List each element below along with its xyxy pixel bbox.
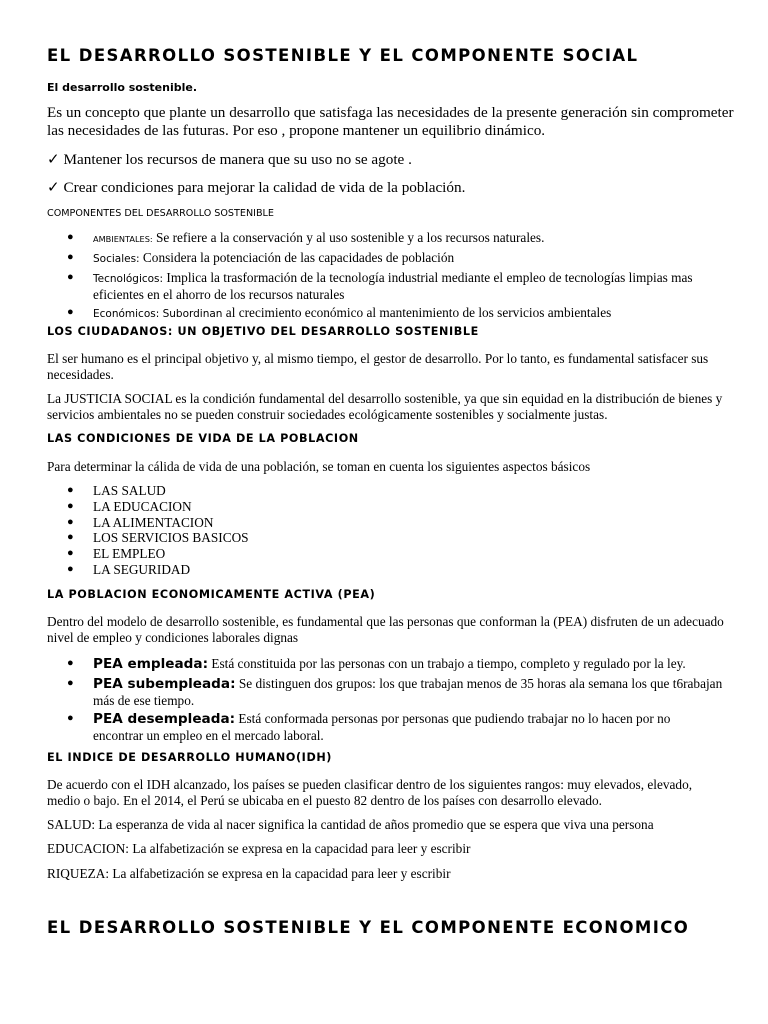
paragraph: EDUCACION: La alfabetización se expresa en la capacidad para leer y escribir — [47, 841, 471, 856]
section-heading: EL INDICE DE DESARROLLO HUMANO(IDH) — [47, 751, 333, 764]
paragraph: El ser humano es el principal objetivo y, al mismo tiempo, el gestor de desarrollo. Por lo tanto, es fundamental satisfacer sus necesidades. — [47, 351, 709, 382]
bullet-icon: ● — [67, 547, 74, 560]
paragraph: RIQUEZA: La alfabetización se expresa en la capacidad para leer y escribir — [47, 866, 451, 881]
document-title: EL DESARROLLO SOSTENIBLE Y EL COMPONENTE SOCIAL — [47, 46, 639, 65]
list-item: ● PEA subempleada: Se distinguen dos grupos: los que trabajan menos de 35 horas ala semana los que t6rabajan más de ese tiempo. — [67, 675, 723, 708]
list-item: ● PEA desempleada: Está conformada personas por personas que pudiendo trabajar no lo hacen por no encontrar un empleo en el mercado laboral. — [67, 711, 671, 744]
bullet-icon: ● — [67, 562, 74, 575]
bullet-icon: ● — [67, 676, 74, 689]
section-subtitle: El desarrollo sostenible. — [47, 81, 198, 94]
paragraph: La JUSTICIA SOCIAL es la condición fundamental del desarrollo sostenible, ya que sin equidad en la distribución de bienes y servicios ambientales no se pueden construir sociedades ecológicamente sostenibles y socialmente justas. — [47, 391, 723, 422]
check-item: ✓ Mantener los recursos de manera que su uso no se agote . — [47, 151, 412, 168]
document-title-2: EL DESARROLLO SOSTENIBLE Y EL COMPONENTE ECONOMICO — [47, 918, 690, 937]
bullet-icon: ● — [67, 515, 74, 528]
intro-paragraph: Es un concepto que plante un desarrollo que satisfaga las necesidades de la presente generación sin comprometer las necesidades de las futuras. Por eso , propone mantener un equilibrio dinámico. — [47, 104, 734, 139]
bullet-icon: ● — [67, 306, 74, 319]
section-heading: LOS CIUDADANOS: UN OBJETIVO DEL DESARROLLO SOSTENIBLE — [47, 325, 479, 338]
bullet-icon: ● — [67, 250, 74, 263]
list-item: ● LA ALIMENTACION — [67, 514, 214, 530]
bullet-icon: ● — [67, 484, 74, 496]
paragraph: Dentro del modelo de desarrollo sostenible, es fundamental que las personas que conforman la (PEA) disfruten de un adecuado nivel de empleo y condiciones laborales dignas — [47, 614, 724, 645]
bullet-icon: ● — [67, 499, 74, 512]
paragraph: De acuerdo con el IDH alcanzado, los países se pueden clasificar dentro de los siguientes rangos: muy elevados, elevado, medio o bajo. En el 2014, el Perú se ubicaba en el puesto 82 dentro de los países con desarrollo elevado. — [47, 777, 693, 808]
list-item: ● Tecnológicos: Implica la trasformación de la tecnología industrial mediante el empleo de tecnologías limpias mas eficientes en el ahorro de los recursos naturales — [67, 269, 693, 303]
components-heading: COMPONENTES DEL DESARROLLO SOSTENIBLE — [47, 208, 274, 219]
bullet-icon: ● — [67, 231, 74, 243]
list-item: ● LA SEGURIDAD — [67, 561, 191, 577]
components-list — [0, 230, 723, 323]
bullet-icon: ● — [67, 270, 74, 283]
section-heading: LA POBLACION ECONOMICAMENTE ACTIVA (PEA) — [47, 588, 376, 601]
list-item: ● AMBIENTALES: Se refiere a la conservación y al uso sostenible y a los recursos naturales. — [67, 230, 545, 245]
paragraph: SALUD: La esperanza de vida al nacer significa la cantidad de años promedio que se espera que viva una persona — [47, 817, 654, 832]
check-item: ✓ Crear condiciones para mejorar la calidad de vida de la población. — [47, 179, 466, 196]
aspects-list — [0, 483, 723, 578]
list-item: ● EL EMPLEO — [67, 546, 166, 562]
list-item: ● Económicos: Subordinan al crecimiento económico al mantenimiento de los servicios ambientales — [67, 305, 612, 321]
pea-list — [0, 656, 723, 744]
list-item: ● LOS SERVICIOS BASICOS — [67, 530, 249, 546]
section-heading: LAS CONDICIONES DE VIDA DE LA POBLACION — [47, 432, 359, 445]
bullet-icon: ● — [67, 657, 74, 669]
paragraph: Para determinar la cálida de vida de una población, se toman en cuenta los siguientes aspectos básicos — [47, 459, 591, 474]
bullet-icon: ● — [67, 712, 74, 725]
list-item: ● LA EDUCACION — [67, 498, 192, 514]
list-item: ● LAS SALUD — [67, 483, 166, 498]
list-item: ● Sociales: Considera la potenciación de las capacidades de población — [67, 249, 455, 265]
bullet-icon: ● — [67, 531, 74, 544]
list-item: ● PEA empleada: Está constituida por las personas con un trabajo a tiempo, completo y regulado por la ley. — [67, 656, 686, 672]
